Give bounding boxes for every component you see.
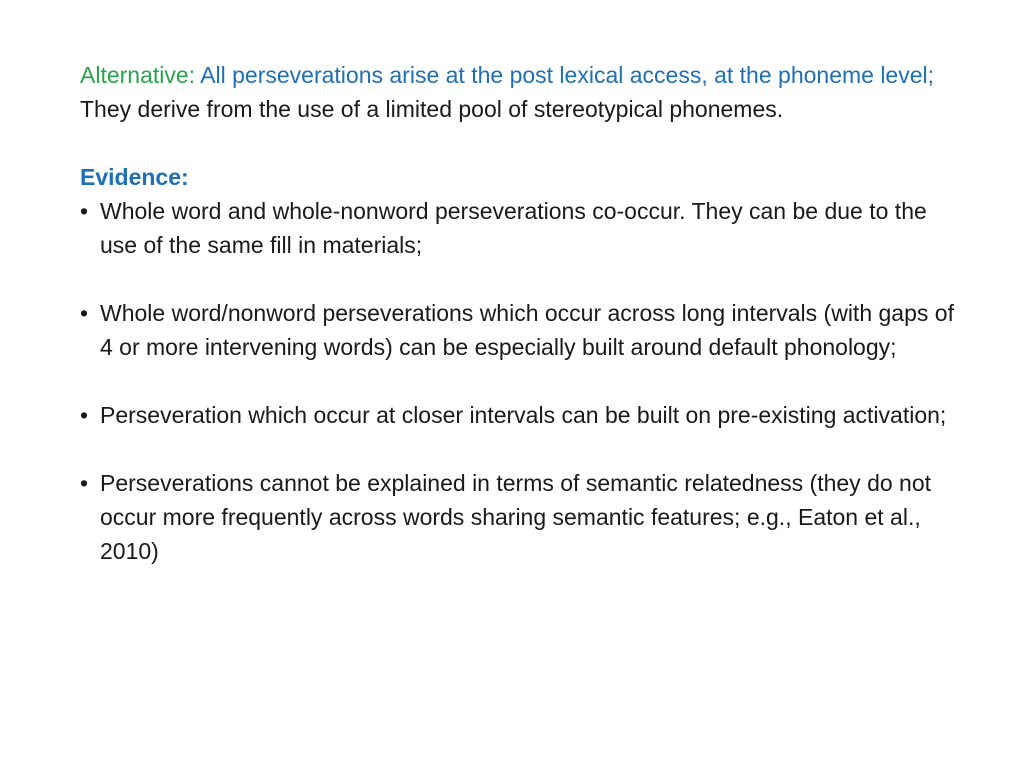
evidence-item-text: Perseverations cannot be explained in terms of semantic relatedness (they do not occur more frequently across words sharing semantic features; e.g., Eaton et al., 2010): [100, 470, 932, 564]
evidence-list: [80, 194, 970, 568]
slide-content: [80, 58, 970, 568]
evidence-item-text: Whole word and whole-nonword perseverations co-occur. They can be due to the use of the same fill in materials;: [100, 198, 927, 258]
evidence-item-3: [80, 398, 970, 432]
evidence-item-2: [80, 296, 970, 364]
evidence-item-1: [80, 194, 970, 262]
intro-label: Alternative:: [80, 62, 196, 88]
bullet-icon: •: [80, 198, 89, 224]
evidence-item-text: Perseveration which occur at closer intervals can be built on pre-existing activation;: [100, 402, 947, 428]
bullet-icon: •: [80, 300, 89, 326]
bullet-icon: •: [80, 402, 89, 428]
evidence-heading: Evidence:: [80, 164, 189, 190]
evidence-item-4: [80, 466, 970, 568]
intro-highlight: All perseverations arise at the post lexical access, at the phoneme level;: [200, 62, 935, 88]
intro-paragraph: [80, 58, 970, 126]
bullet-icon: •: [80, 470, 89, 496]
intro-rest: They derive from the use of a limited pool of stereotypical phonemes.: [80, 96, 784, 122]
evidence-item-text: Whole word/nonword perseverations which occur across long intervals (with gaps of 4 or more intervening words) can be especially built around default phonology;: [100, 300, 954, 360]
